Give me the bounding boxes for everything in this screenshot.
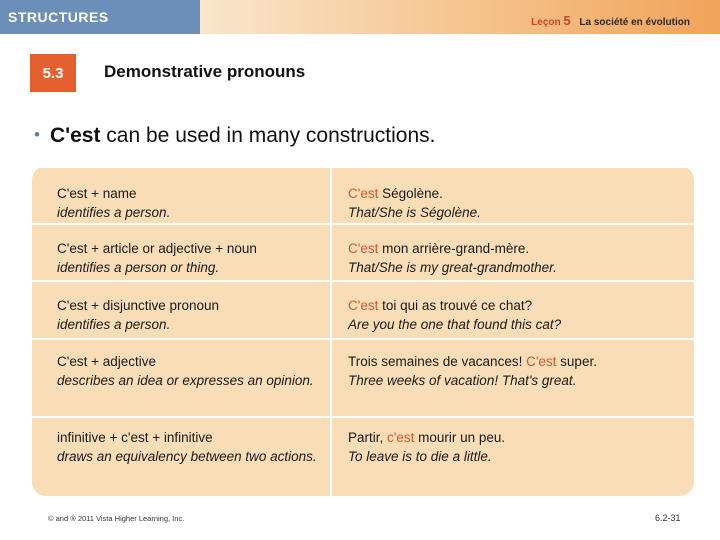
bullet-point [34, 124, 435, 148]
example-sentence [348, 296, 688, 315]
top-bar-brand-band [0, 0, 200, 34]
lesson-label [531, 13, 690, 28]
rule-description: draws an equivalency between two actions. [57, 449, 317, 464]
example-cell [348, 352, 688, 390]
example-highlight: c'est [387, 430, 415, 445]
example-translation: To leave is to die a little. [348, 449, 492, 464]
example-cell [348, 428, 688, 466]
example-highlight: C'est [348, 241, 379, 256]
rule-text: C'est + adjective [57, 354, 157, 369]
example-post: mon arrière-grand-mère. [378, 241, 530, 256]
example-translation: Three weeks of vacation! That's great. [348, 373, 577, 388]
bullet-text: can be used in many constructions. [100, 124, 436, 147]
table-row [32, 223, 694, 280]
example-translation: Are you the one that found this cat? [348, 317, 562, 332]
lesson-number: 5 [563, 13, 571, 28]
example-cell [348, 184, 688, 222]
table-row [32, 166, 694, 223]
top-bar-lesson-band [200, 0, 720, 34]
section-number-badge: 5.3 [30, 54, 76, 92]
example-translation: That/She is my great-grandmother. [348, 260, 557, 275]
example-translation: That/She is Ségolène. [348, 205, 481, 220]
rule-cell [57, 239, 322, 277]
rule-cell [57, 296, 322, 334]
bullet-icon: • [34, 125, 40, 144]
rule-description: identifies a person. [57, 205, 171, 220]
example-cell [348, 296, 688, 334]
rule-description: identifies a person or thing. [57, 260, 220, 275]
example-highlight: C'est [348, 186, 379, 201]
example-sentence [348, 184, 688, 203]
lesson-word: Leçon [531, 17, 561, 28]
bullet-strong: C'est [49, 124, 101, 147]
example-post: toi qui as trouvé ce chat? [378, 298, 533, 313]
example-post: super. [556, 354, 597, 369]
example-highlight: C'est [348, 298, 379, 313]
rule-text: infinitive + c'est + infinitive [57, 430, 213, 445]
example-post: Ségolène. [378, 186, 443, 201]
table-row [32, 280, 694, 338]
section-title: Demonstrative pronouns [104, 62, 306, 81]
top-bar [0, 0, 720, 34]
copyright-text: © and ® 2011 Vista Higher Learning, Inc. [48, 514, 185, 523]
rule-cell [57, 352, 322, 390]
example-sentence [348, 428, 688, 447]
example-highlight: C'est [526, 354, 557, 369]
example-sentence [348, 239, 688, 258]
rule-text: C'est + name [57, 186, 137, 201]
rule-description: describes an idea or expresses an opinion. [57, 373, 314, 388]
table-row [32, 338, 694, 416]
rule-text: C'est + disjunctive pronoun [57, 298, 220, 313]
lesson-title: La société en évolution [579, 17, 690, 28]
example-pre: Trois semaines de vacances! [348, 354, 527, 369]
rule-cell [57, 428, 322, 466]
rule-description: identifies a person. [57, 317, 171, 332]
rule-cell [57, 184, 322, 222]
page-number: 6.2-31 [655, 513, 681, 523]
table-row [32, 416, 694, 496]
example-sentence [348, 352, 688, 371]
rule-text: C'est + article or adjective + noun [57, 241, 257, 256]
brand-title: STRUCTURES [8, 9, 109, 25]
example-post: mourir un peu. [414, 430, 506, 445]
rules-panel [32, 166, 694, 496]
example-cell [348, 239, 688, 277]
example-pre: Partir, [348, 430, 388, 445]
